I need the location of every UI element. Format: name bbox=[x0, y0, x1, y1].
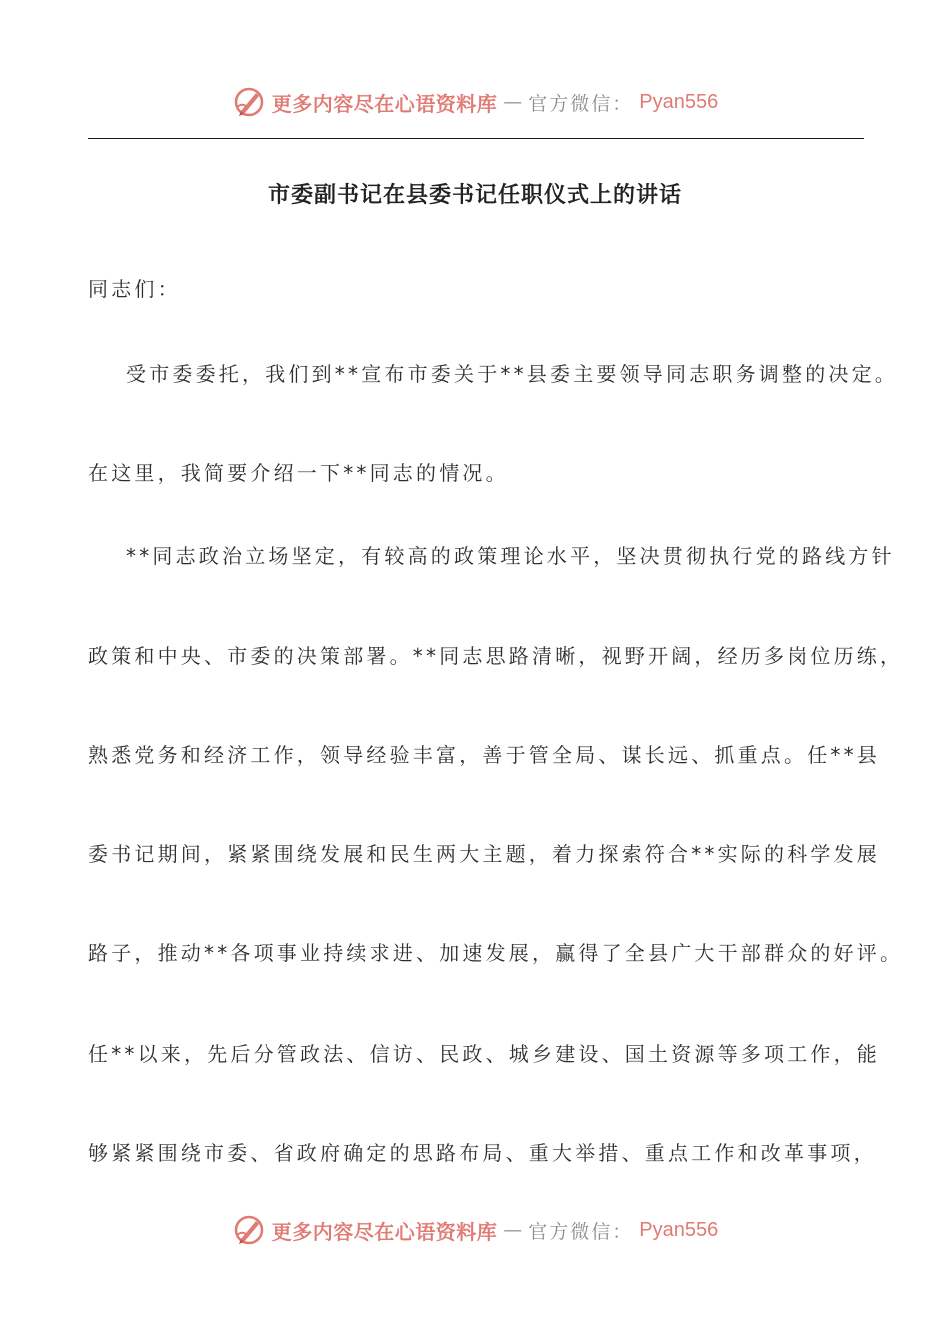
paragraph-line: 政策和中央、市委的决策部署。**同志思路清晰，视野开阔，经历多岗位历练， bbox=[88, 644, 904, 668]
pen-logo-icon bbox=[232, 85, 266, 119]
paragraph-line: 任**以来，先后分管政法、信访、民政、城乡建设、国土资源等多项工作，能 bbox=[88, 1042, 880, 1066]
footer-watermark bbox=[0, 1210, 950, 1250]
brand-text: 更多内容尽在心语资料库 bbox=[271, 1219, 498, 1244]
brand-text: 更多内容尽在心语资料库 bbox=[271, 91, 498, 116]
paragraph-line: 熟悉党务和经济工作，领导经验丰富，善于管全局、谋长远、抓重点。任**县 bbox=[88, 743, 880, 767]
header-divider bbox=[88, 138, 864, 139]
paragraph-line: 在这里，我简要介绍一下**同志的情况。 bbox=[88, 461, 509, 485]
wechat-label: 官方微信： bbox=[528, 1220, 634, 1243]
header-watermark bbox=[0, 82, 950, 122]
salutation: 同志们： bbox=[88, 277, 181, 301]
paragraph-line: 受市委委托，我们到**宣布市委关于**县委主要领导同志职务调整的决定。 bbox=[126, 362, 898, 386]
paragraph-line: 委书记期间，紧紧围绕发展和民生两大主题，着力探索符合**实际的科学发展 bbox=[88, 842, 880, 866]
document-title: 市委副书记在县委书记任职仪式上的讲话 bbox=[267, 182, 682, 208]
paragraph-line: 路子，推动**各项事业持续求进、加速发展，赢得了全县广大干部群众的好评。 bbox=[88, 941, 904, 965]
paragraph-line: 够紧紧围绕市委、省政府确定的思路布局、重大举措、重点工作和改革事项， bbox=[88, 1141, 877, 1165]
paragraph-line: **同志政治立场坚定，有较高的政策理论水平，坚决贯彻执行党的路线方针 bbox=[126, 544, 895, 568]
brand-dash: — bbox=[503, 91, 523, 113]
wechat-label: 官方微信： bbox=[528, 92, 634, 115]
brand-dash: — bbox=[503, 1219, 523, 1241]
pen-logo-icon bbox=[232, 1213, 266, 1247]
wechat-id: Pyan556 bbox=[639, 90, 719, 113]
wechat-id: Pyan556 bbox=[639, 1218, 719, 1241]
